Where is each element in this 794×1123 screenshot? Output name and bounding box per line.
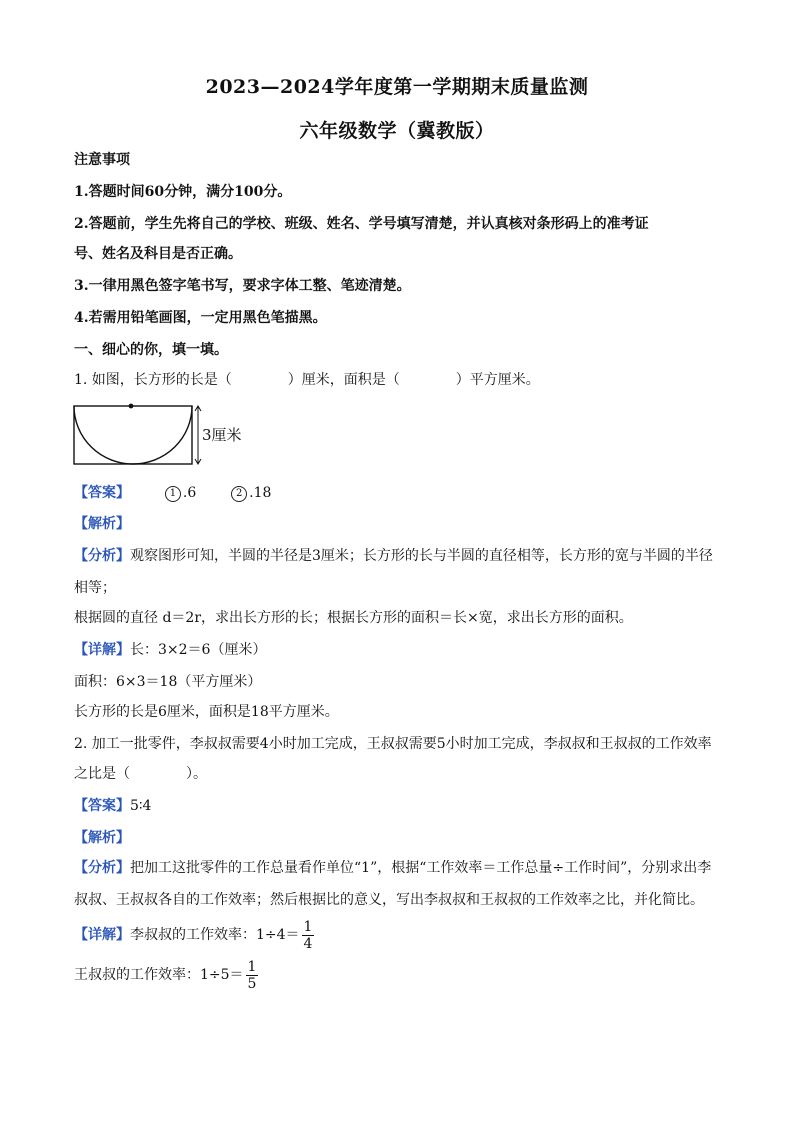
q2-fenxi-cont: 叔叔、王叔叔各自的工作效率；然后根据比的意义，写出李叔叔和王叔叔的工作效率之比，并化简比。 bbox=[74, 892, 704, 908]
q1-fenxi-cont2: 根据圆的直径 d＝2r，求出长方形的长；根据长方形的面积＝长×宽，求出长方形的面积。 bbox=[74, 610, 633, 626]
notice-item-2: 2.答题前，学生先将自己的学校、班级、姓名、学号填写清楚，并认真核对条形码上的准考证 bbox=[74, 216, 649, 232]
q2-stem-cont: 之比是（ ）。 bbox=[74, 766, 207, 782]
fraction-denominator: 4 bbox=[303, 935, 313, 952]
semicircle-rectangle-figure bbox=[72, 402, 242, 472]
semicircle-arc bbox=[74, 406, 192, 464]
q1-answer-row bbox=[74, 483, 271, 503]
circled-number-2: 2 bbox=[231, 486, 247, 502]
q1-area-line: 面积：6×3＝18（平方厘米） bbox=[74, 674, 262, 690]
section-heading: 一、细心的你，填一填。 bbox=[74, 342, 228, 358]
answer-tag: 【答案】 bbox=[74, 798, 130, 814]
fraction-denominator: 5 bbox=[247, 975, 257, 992]
q2-wang-row bbox=[74, 958, 258, 992]
notice-heading: 注意事项 bbox=[74, 152, 130, 168]
dimension-label: 3厘米 bbox=[202, 426, 242, 444]
q2-xiangjie-row bbox=[74, 918, 314, 952]
wang-efficiency-text: 王叔叔的工作效率：1÷5＝ bbox=[74, 967, 244, 983]
answer-value-1: .6 bbox=[182, 485, 197, 501]
exam-subtitle: 六年级数学（冀教版） bbox=[299, 120, 495, 142]
q2-fenxi-row bbox=[74, 858, 711, 878]
center-dot bbox=[129, 404, 134, 409]
xiangjie-tag: 【详解】 bbox=[74, 927, 130, 943]
q2-answer-row bbox=[74, 796, 151, 816]
answer-tag: 【答案】 bbox=[74, 485, 130, 501]
fenxi-tag: 【分析】 bbox=[74, 860, 130, 876]
q2-stem: 2. 加工一批零件，李叔叔需要4小时加工完成，王叔叔需要5小时加工完成，李叔叔和王叔叔的工作效率 bbox=[74, 736, 712, 752]
xiangjie-text: 长：3×2＝6（厘米） bbox=[130, 642, 267, 658]
figure-svg bbox=[72, 402, 242, 468]
fraction-one-fifth bbox=[246, 959, 259, 992]
fraction-numerator: 1 bbox=[303, 918, 313, 935]
exam-title: 2023—2024学年度第一学期期末质量监测 bbox=[205, 76, 589, 98]
q1-analysis-tag: 【解析】 bbox=[74, 516, 130, 532]
q1-xiangjie-row bbox=[74, 640, 266, 660]
q1-fenxi-cont: 相等； bbox=[74, 580, 116, 596]
q2-analysis-tag: 【解析】 bbox=[74, 830, 130, 846]
circled-number-1: 1 bbox=[165, 486, 181, 502]
answer-text: 5∶4 bbox=[130, 798, 152, 814]
notice-item-4: 4.若需用铅笔画图，一定用黑色笔描黑。 bbox=[74, 310, 327, 326]
xiangjie-tag: 【详解】 bbox=[74, 642, 130, 658]
fraction-one-fourth bbox=[302, 919, 315, 952]
fraction-numerator: 1 bbox=[247, 958, 257, 975]
fenxi-text: 观察图形可知，半圆的半径是3厘米；长方形的长与半圆的直径相等，长方形的宽与半圆的半径 bbox=[130, 548, 713, 564]
q1-conclusion-line: 长方形的长是6厘米，面积是18平方厘米。 bbox=[74, 704, 339, 720]
notice-item-2-cont: 号、姓名及科目是否正确。 bbox=[74, 246, 242, 262]
q1-stem: 1. 如图，长方形的长是（ ）厘米，面积是（ ）平方厘米。 bbox=[74, 372, 540, 388]
fenxi-tag: 【分析】 bbox=[74, 548, 130, 564]
notice-item-3: 3.一律用黑色签字笔书写，要求字体工整、笔迹清楚。 bbox=[74, 278, 411, 294]
rectangle-shape bbox=[74, 406, 192, 464]
li-efficiency-text: 李叔叔的工作效率：1÷4＝ bbox=[130, 927, 300, 943]
fenxi-text: 把加工这批零件的工作总量看作单位“1”，根据“工作效率＝工作总量÷工作时间”，分别求出李 bbox=[130, 860, 712, 876]
q1-fenxi-row bbox=[74, 546, 713, 566]
answer-value-2: .18 bbox=[249, 485, 272, 501]
notice-item-1: 1.答题时间60分钟，满分100分。 bbox=[74, 184, 292, 200]
